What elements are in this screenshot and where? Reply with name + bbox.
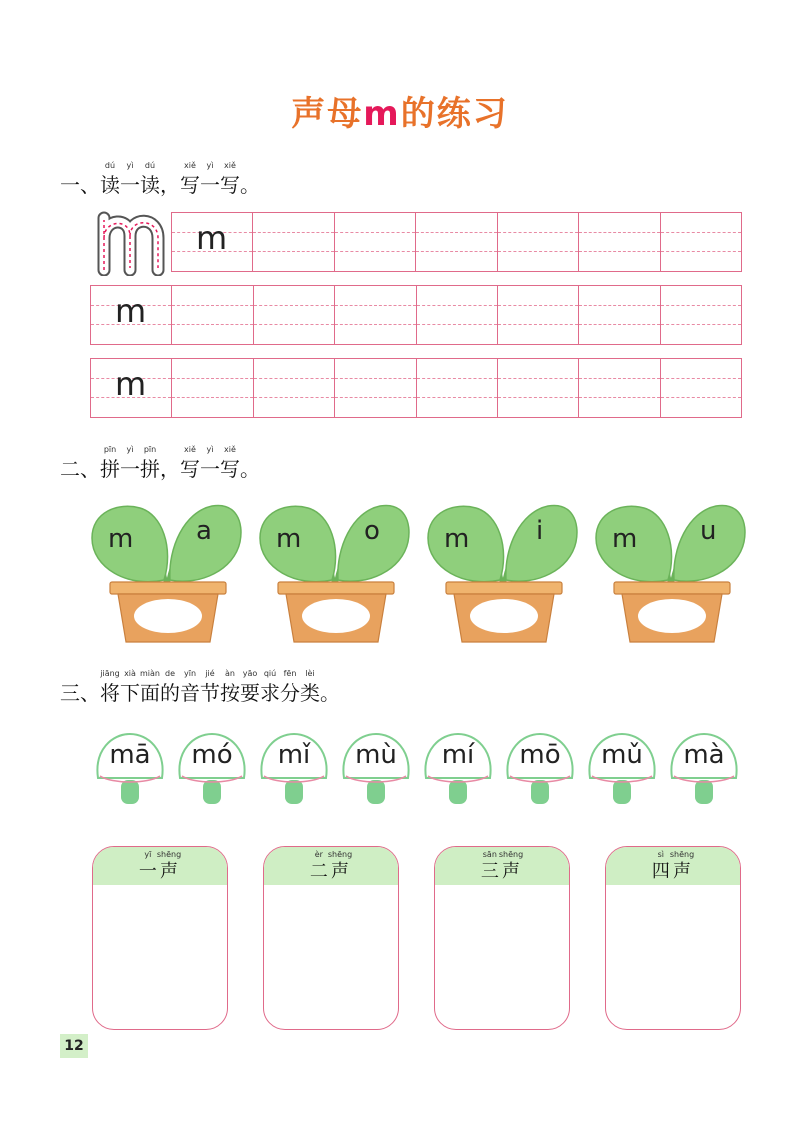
writing-cell[interactable]	[578, 213, 659, 271]
syllable-label: mí	[441, 740, 475, 770]
hanzi-char: 一	[138, 861, 157, 882]
pinyin-label: sì	[657, 850, 665, 859]
ruby-char	[280, 668, 300, 706]
title-suffix: 的练习	[400, 94, 509, 134]
ruby-char	[100, 160, 120, 198]
pinyin-label: yì	[126, 161, 134, 170]
hanzi-char: 一	[120, 173, 140, 197]
writing-row-2	[90, 285, 742, 345]
hanzi-char: ，	[160, 457, 180, 481]
writing-cell[interactable]	[578, 359, 659, 417]
ruby-char	[160, 444, 180, 482]
tone-card[interactable]	[434, 846, 570, 1030]
hanzi-char: 四	[651, 861, 670, 882]
pinyin-label: dú	[144, 161, 156, 170]
pinyin-label: yīn	[183, 669, 197, 678]
pinyin-label: fēn	[283, 669, 297, 678]
ruby-char	[140, 668, 160, 706]
hanzi-char: 声	[331, 861, 349, 882]
syllable-label: mā	[109, 740, 151, 770]
writing-row-3	[90, 358, 742, 418]
writing-cell[interactable]	[91, 359, 171, 417]
section-number: 二、	[60, 457, 100, 481]
ruby-char	[200, 160, 220, 198]
syllable-mushroom[interactable]	[338, 730, 414, 810]
ruby-char	[140, 444, 160, 482]
pinyin-label: xià	[124, 669, 136, 678]
ruby-char	[300, 668, 320, 706]
syllable-mushroom[interactable]	[174, 730, 250, 810]
writing-cell[interactable]	[91, 286, 171, 344]
hanzi-char: 。	[240, 457, 260, 481]
hanzi-char: 下	[120, 681, 140, 705]
writing-cell[interactable]	[334, 359, 415, 417]
hanzi-char: 一	[120, 457, 140, 481]
hanzi-char: 音	[180, 681, 200, 705]
plant-icon	[592, 498, 752, 646]
plant-pot	[424, 498, 584, 646]
section-number: 三、	[60, 681, 100, 705]
hanzi-char: ，	[160, 173, 180, 197]
ruby-char	[220, 444, 240, 482]
ruby-char	[320, 668, 340, 706]
syllable-label: mǐ	[277, 740, 311, 770]
plant-final: i	[536, 516, 544, 546]
section-number: 一、	[60, 173, 100, 197]
hanzi-char: 面	[140, 681, 160, 705]
syllable-mushroom[interactable]	[256, 730, 332, 810]
pinyin-label: qiú	[263, 669, 277, 678]
ruby-char	[180, 668, 200, 706]
plant-pot	[256, 498, 416, 646]
writing-cell[interactable]	[497, 286, 578, 344]
writing-cell[interactable]	[660, 286, 741, 344]
plant-final: u	[700, 516, 717, 546]
title-letter: m	[363, 94, 401, 134]
hanzi-char: 要	[240, 681, 260, 705]
syllable-mushroom[interactable]	[502, 730, 578, 810]
syllable-label: mō	[519, 740, 561, 770]
page-number: 12	[60, 1034, 88, 1058]
hanzi-char: 。	[320, 681, 340, 705]
plant-pot	[592, 498, 752, 646]
pinyin-label: yì	[206, 445, 214, 454]
pinyin-label: shēng	[327, 850, 353, 859]
pinyin-label: miàn	[140, 669, 160, 678]
writing-cell[interactable]	[660, 213, 741, 271]
ruby-char	[120, 160, 140, 198]
writing-cell[interactable]	[578, 286, 659, 344]
writing-cell[interactable]	[171, 286, 252, 344]
tone-card[interactable]	[263, 846, 399, 1030]
plant-final: a	[196, 516, 212, 546]
plant-pot	[88, 498, 248, 646]
hanzi-char: 一	[200, 457, 220, 481]
ruby-char	[240, 444, 260, 482]
ruby-char	[120, 444, 140, 482]
plant-initial: m	[108, 524, 134, 554]
pinyin-label: xiě	[224, 161, 236, 170]
syllable-mushroom[interactable]	[584, 730, 660, 810]
pinyin-label: èr	[314, 850, 323, 859]
syllable-mushroom[interactable]	[92, 730, 168, 810]
hanzi-char: 的	[160, 681, 180, 705]
pinyin-label: yāo	[242, 669, 258, 678]
page-title	[0, 86, 800, 135]
pinyin-label: pīn	[143, 445, 157, 454]
pinyin-label: yī	[144, 850, 152, 859]
ruby-char	[200, 444, 220, 482]
writing-cell[interactable]	[497, 359, 578, 417]
writing-cell[interactable]	[253, 286, 334, 344]
hanzi-char: 二	[309, 861, 328, 882]
writing-cell[interactable]	[497, 213, 578, 271]
sample-letter: m	[115, 292, 147, 330]
tone-card[interactable]	[605, 846, 741, 1030]
ruby-char	[180, 160, 200, 198]
sample-letter: m	[196, 219, 228, 257]
hanzi-char: 写	[180, 457, 200, 481]
sample-letter: m	[115, 365, 147, 403]
syllable-label: mǔ	[601, 740, 643, 770]
ruby-char	[260, 668, 280, 706]
hanzi-char: 写	[180, 173, 200, 197]
ruby-char	[180, 444, 200, 482]
ruby-char	[160, 160, 180, 198]
plant-initial: m	[276, 524, 302, 554]
ruby-char	[100, 668, 120, 706]
writing-cell[interactable]	[415, 213, 496, 271]
tone-card[interactable]	[92, 846, 228, 1030]
tone-card-header	[264, 847, 398, 885]
ruby-char	[240, 160, 260, 198]
pinyin-label: jiāng	[100, 669, 120, 678]
section-2-heading	[60, 444, 260, 494]
writing-cell[interactable]	[334, 286, 415, 344]
pinyin-label: dú	[104, 161, 116, 170]
plant-initial: m	[612, 524, 638, 554]
pinyin-label: shēng	[669, 850, 695, 859]
pinyin-label: xiě	[224, 445, 236, 454]
syllable-mushroom[interactable]	[420, 730, 496, 810]
writing-cell[interactable]	[172, 213, 252, 271]
hanzi-char: 拼	[140, 457, 160, 481]
writing-cell[interactable]	[660, 359, 741, 417]
plant-icon	[88, 498, 248, 646]
ruby-char	[160, 668, 180, 706]
hanzi-char: 分	[280, 681, 300, 705]
plant-initial: m	[444, 524, 470, 554]
syllable-mushroom[interactable]	[666, 730, 742, 810]
pinyin-label: shēng	[498, 850, 524, 859]
tone-card-header	[93, 847, 227, 885]
hanzi-char: 声	[160, 861, 178, 882]
pinyin-label: jié	[205, 669, 215, 678]
pinyin-label: pīn	[103, 445, 117, 454]
pinyin-label: de	[165, 669, 175, 678]
plant-icon	[256, 498, 416, 646]
writing-cell[interactable]	[252, 213, 333, 271]
pinyin-label: lèi	[305, 669, 315, 678]
model-letter-m-icon	[96, 208, 168, 276]
hanzi-char: 三	[480, 861, 499, 882]
tone-card-header	[606, 847, 740, 885]
hanzi-char: 拼	[100, 457, 120, 481]
ruby-char	[220, 668, 240, 706]
writing-cell[interactable]	[416, 286, 497, 344]
syllable-label: mó	[191, 740, 233, 770]
hanzi-char: 求	[260, 681, 280, 705]
section-3-heading	[60, 668, 340, 718]
writing-cell[interactable]	[416, 359, 497, 417]
hanzi-char: 。	[240, 173, 260, 197]
title-prefix: 声母	[291, 94, 364, 134]
hanzi-char: 节	[200, 681, 220, 705]
ruby-char	[200, 668, 220, 706]
pinyin-label: yì	[206, 161, 214, 170]
hanzi-char: 一	[200, 173, 220, 197]
syllable-label: mù	[355, 740, 397, 770]
plant-icon	[424, 498, 584, 646]
pinyin-label: xiě	[184, 161, 196, 170]
syllable-label: mà	[683, 740, 725, 770]
plant-final: o	[364, 516, 380, 546]
pinyin-label: shēng	[156, 850, 182, 859]
hanzi-char: 读	[140, 173, 160, 197]
section-1-heading	[60, 160, 260, 210]
hanzi-char: 按	[220, 681, 240, 705]
ruby-char	[100, 444, 120, 482]
pinyin-label: xiě	[184, 445, 196, 454]
pinyin-label: yì	[126, 445, 134, 454]
writing-row-1	[171, 212, 742, 272]
pinyin-label: àn	[225, 669, 235, 678]
ruby-char	[220, 160, 240, 198]
tone-card-header	[435, 847, 569, 885]
ruby-char	[240, 668, 260, 706]
hanzi-char: 声	[502, 861, 520, 882]
ruby-char	[120, 668, 140, 706]
hanzi-char: 读	[100, 173, 120, 197]
pinyin-label: sān	[482, 850, 497, 859]
hanzi-char: 将	[100, 681, 120, 705]
ruby-char	[140, 160, 160, 198]
hanzi-char: 写	[220, 457, 240, 481]
hanzi-char: 类	[300, 681, 320, 705]
writing-cell[interactable]	[171, 359, 252, 417]
hanzi-char: 声	[673, 861, 691, 882]
writing-cell[interactable]	[334, 213, 415, 271]
writing-cell[interactable]	[253, 359, 334, 417]
hanzi-char: 写	[220, 173, 240, 197]
